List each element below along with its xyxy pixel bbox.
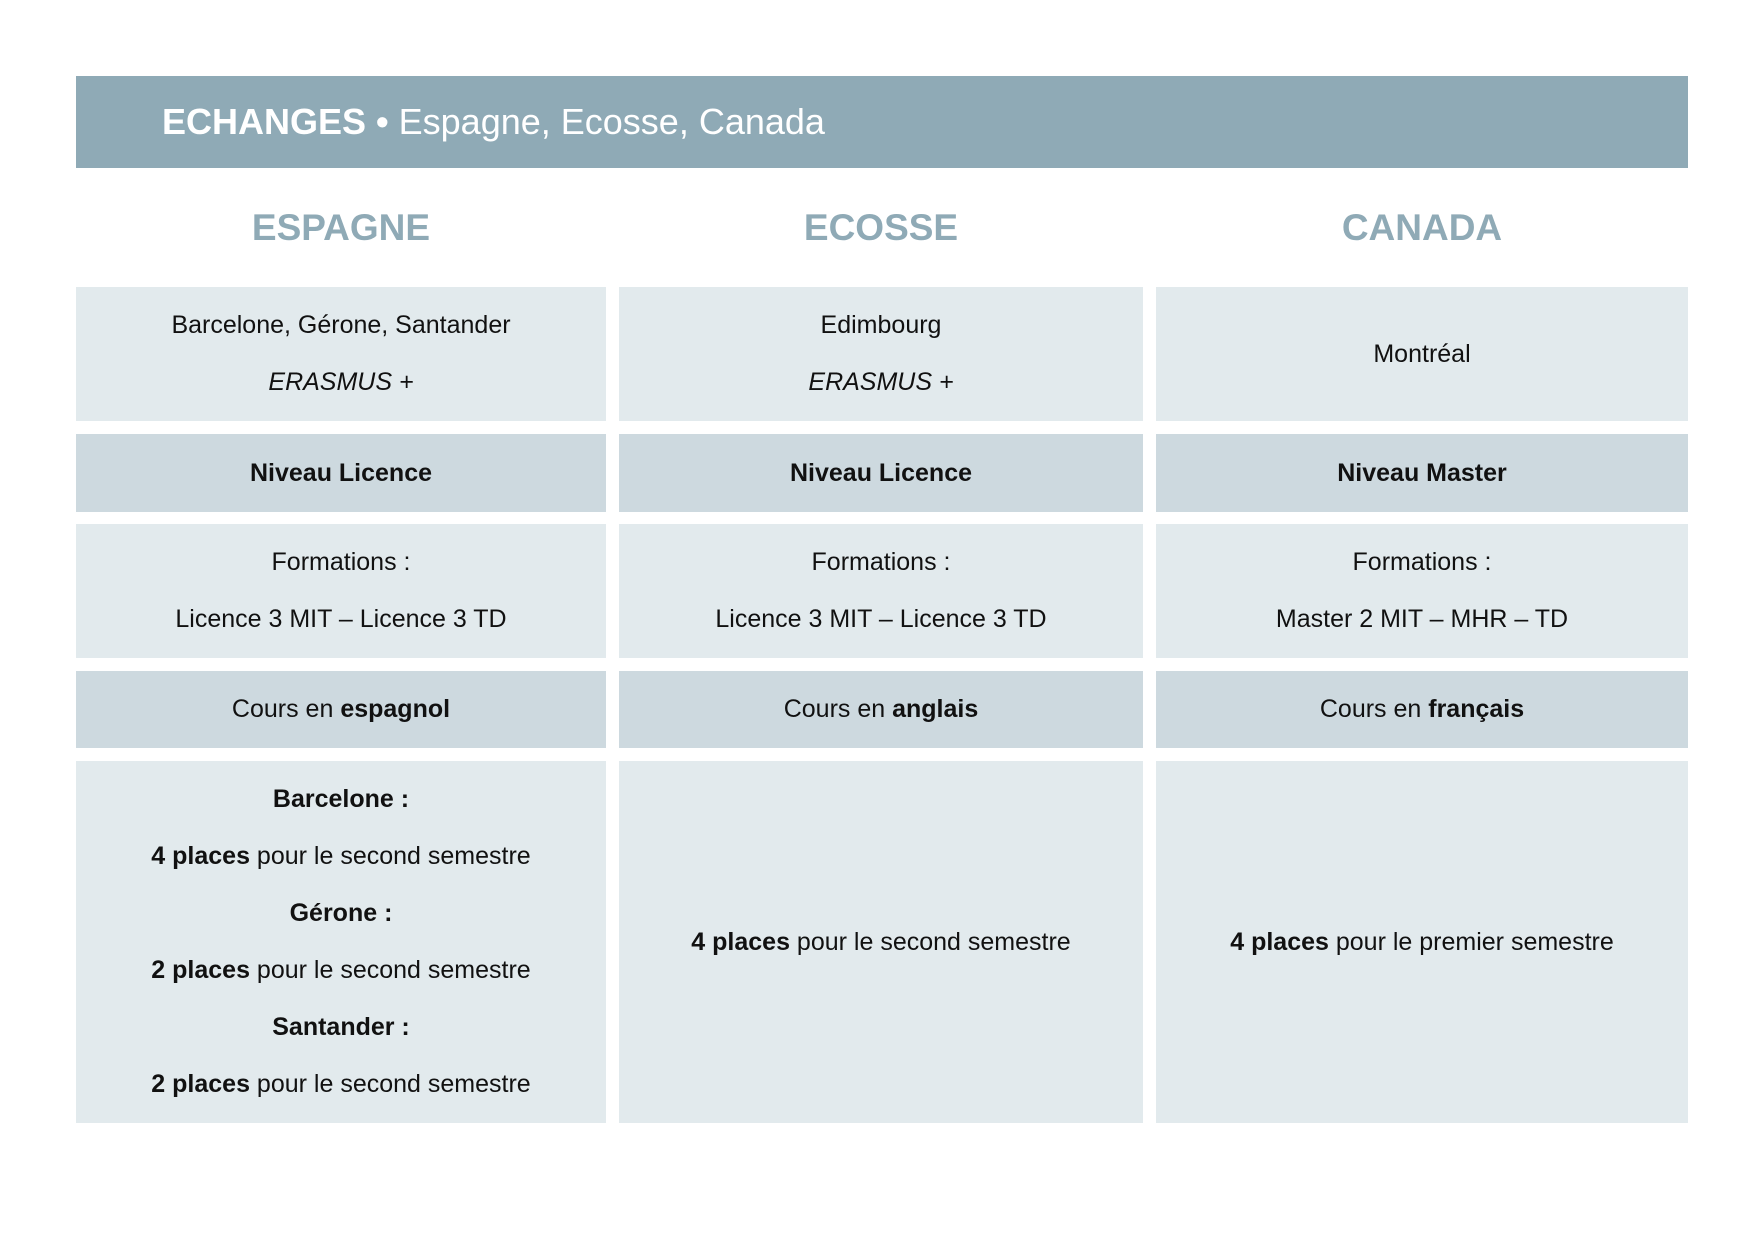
cities-cell-ecosse <box>619 287 1143 421</box>
places-cell-espagne <box>76 761 606 1123</box>
places-line <box>691 914 1070 971</box>
places-count: 4 places <box>1230 927 1329 956</box>
formations-text: Master 2 MIT – MHR – TD <box>1275 605 1569 633</box>
level-text: Niveau Licence <box>789 458 973 487</box>
level-cell-canada <box>1156 434 1688 512</box>
level-cell-espagne <box>76 434 606 512</box>
cities-text: Barcelone, Gérone, Santander <box>171 311 511 339</box>
places-line <box>1230 914 1614 971</box>
places-city: Gérone : <box>289 899 393 927</box>
places-text: pour le second semestre <box>249 956 531 984</box>
banner-separator: • <box>376 101 389 142</box>
places-line <box>151 1056 530 1113</box>
language-prefix: Cours en <box>1319 695 1429 723</box>
cities-cell-espagne <box>76 287 606 421</box>
language-prefix: Cours en <box>231 695 341 723</box>
places-text: pour le second semestre <box>249 842 531 870</box>
cities-text: Montréal <box>1373 339 1471 368</box>
formations-cell-canada <box>1156 524 1688 658</box>
places-text: pour le premier semestre <box>1328 927 1614 956</box>
places-cell-canada <box>1156 761 1688 1123</box>
program-text: ERASMUS + <box>268 368 414 396</box>
banner-title: ECHANGES <box>162 101 367 142</box>
cities-text: Edimbourg <box>820 311 942 339</box>
column-title-ecosse: ECOSSE <box>803 207 959 248</box>
banner-subtitle: Espagne, Ecosse, Canada <box>398 101 825 142</box>
column-title-espagne: ESPAGNE <box>251 207 431 248</box>
formations-cell-ecosse <box>619 524 1143 658</box>
formations-label: Formations : <box>811 548 951 576</box>
page-banner <box>76 76 1688 168</box>
places-count: 2 places <box>151 956 250 984</box>
level-text: Niveau Licence <box>249 458 433 487</box>
level-text: Niveau Master <box>1337 458 1507 487</box>
places-count: 4 places <box>151 842 250 870</box>
places-line <box>151 942 530 999</box>
column-title-canada: CANADA <box>1341 207 1503 248</box>
language-line <box>232 681 450 738</box>
language-prefix: Cours en <box>783 695 893 723</box>
formations-text: Licence 3 MIT – Licence 3 TD <box>175 605 507 633</box>
places-city: Barcelone : <box>272 785 410 813</box>
language-name: anglais <box>892 695 979 723</box>
places-count: 4 places <box>691 927 790 956</box>
language-cell-espagne <box>76 671 606 748</box>
cities-cell-canada <box>1156 287 1688 421</box>
language-line <box>1320 681 1524 738</box>
places-line <box>151 828 530 885</box>
language-name: français <box>1428 695 1525 723</box>
level-cell-ecosse <box>619 434 1143 512</box>
places-cell-ecosse <box>619 761 1143 1123</box>
places-city: Santander : <box>272 1013 410 1041</box>
language-line <box>784 681 979 738</box>
language-cell-ecosse <box>619 671 1143 748</box>
formations-label: Formations : <box>271 548 411 576</box>
language-name: espagnol <box>340 695 451 723</box>
language-cell-canada <box>1156 671 1688 748</box>
program-text: ERASMUS + <box>808 368 954 396</box>
formations-label: Formations : <box>1352 548 1492 576</box>
places-count: 2 places <box>151 1070 250 1098</box>
places-text: pour le second semestre <box>249 1070 531 1098</box>
formations-text: Licence 3 MIT – Licence 3 TD <box>715 605 1047 633</box>
formations-cell-espagne <box>76 524 606 658</box>
places-text: pour le second semestre <box>789 927 1071 956</box>
